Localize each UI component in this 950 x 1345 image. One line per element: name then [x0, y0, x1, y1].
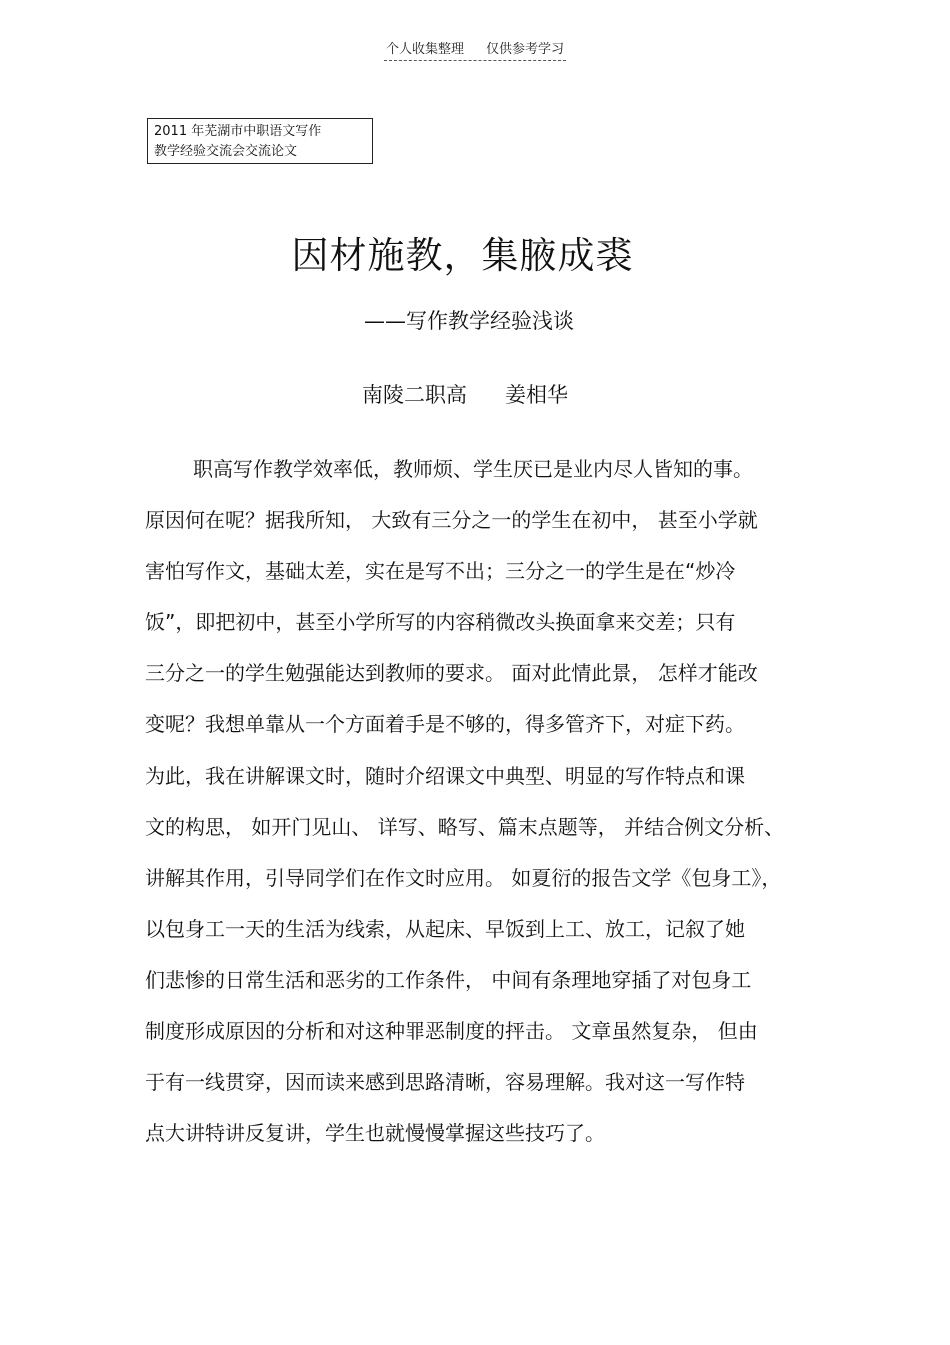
- body-line: 讲解其作用，引导同学们在作文时应用。 如夏衍的报告文学《包身工》，: [145, 865, 782, 890]
- body-line: 害怕写作文，基础太差，实在是写不出；三分之一的学生是在“炒冷: [145, 559, 736, 584]
- page-title: 因材施教，集腋成裘: [291, 234, 634, 277]
- body-line: 变呢？我想单靠从一个方面着手是不够的，得多管齐下，对症下药。: [145, 712, 745, 737]
- page-subtitle: ——写作教学经验浅谈: [364, 309, 574, 333]
- body-line: 于有一线贯穿，因而读来感到思路清晰，容易理解。我对这一写作特: [145, 1070, 745, 1095]
- body-line: 们悲惨的日常生活和恶劣的工作条件， 中间有条理地穿插了对包身工: [145, 967, 752, 992]
- body-line: 为此，我在讲解课文时，随时介绍课文中典型、明显的写作特点和课: [145, 763, 745, 788]
- body-line: 点大讲特讲反复讲，学生也就慢慢掌握这些技巧了。: [145, 1121, 605, 1146]
- conference-line-1: 2011 年芜湖市中职语文写作: [154, 124, 322, 139]
- author-name: 姜相华: [505, 383, 568, 407]
- author-line: [362, 381, 568, 409]
- body-line: 制度形成原因的分析和对这种罪恶制度的抨击。 文章虽然复杂， 但由: [145, 1019, 758, 1044]
- body-line: 三分之一的学生勉强能达到教师的要求。 面对此情此景， 怎样才能改: [145, 661, 758, 686]
- body-line: 职高写作教学效率低，教师烦、学生厌已是业内尽人皆知的事。: [193, 457, 753, 481]
- page-header: [0, 38, 950, 61]
- body-line: 文的构思， 如开门见山、 详写、略写、篇末点题等， 并结合例文分析、: [145, 814, 785, 839]
- body-line: 以包身工一天的生活为线索，从起床、早饭到上工、放工，记叙了她: [145, 916, 745, 941]
- body-text: [145, 455, 815, 1170]
- conference-box: [147, 118, 373, 164]
- header-right: 仅供参考学习: [486, 42, 565, 57]
- conference-line-2: 教学经验交流会交流论文: [154, 144, 298, 159]
- header-left: 个人收集整理: [385, 42, 464, 57]
- header-text: [384, 38, 566, 61]
- body-line: 原因何在呢？据我所知， 大致有三分之一的学生在初中， 甚至小学就: [145, 508, 758, 533]
- author-school: 南陵二职高: [362, 383, 467, 407]
- body-line: 饭”，即把初中，甚至小学所写的内容稍微改头换面拿来交差；只有: [145, 610, 736, 635]
